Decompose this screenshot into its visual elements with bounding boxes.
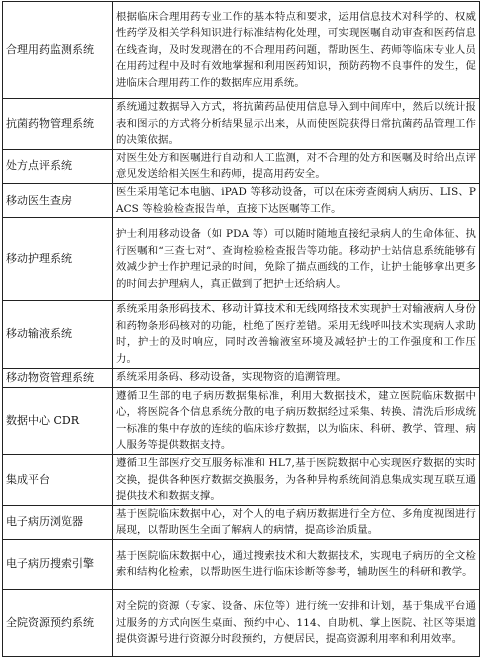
system-description-cell: 系统通过数据导入方式，将抗菌药品使用信息导入到中间库中，然后以统计报表和图示的方式将分析结果显示出来，从而使医院获得日常抗菌药品管理工作的决策依据。 xyxy=(113,99,480,150)
table-row xyxy=(3,149,480,183)
system-description-cell: 基于医院临床数据中心，对个人的电子病历数据进行全方位、多角度视图进行展现，以帮助医生全面了解病人的病情，提高诊治质量。 xyxy=(113,505,480,539)
table-row xyxy=(3,454,480,505)
system-name-cell: 移动物资管理系统 xyxy=(3,368,113,387)
system-description-cell: 对医生处方和医嘱进行自动和人工监测，对不合理的处方和医嘱及时给出点评意见发送给相关医生和药师，提高用药安全。 xyxy=(113,149,480,183)
system-name-cell: 集成平台 xyxy=(3,454,113,505)
table-row xyxy=(3,505,480,539)
system-name-cell: 处方点评系统 xyxy=(3,149,113,183)
table-row xyxy=(3,301,480,368)
table-row xyxy=(3,368,480,387)
systems-table-container xyxy=(2,1,480,657)
system-name-cell: 移动护理系统 xyxy=(3,218,113,301)
system-name-cell: 移动输液系统 xyxy=(3,301,113,368)
system-name-cell: 移动医生查房 xyxy=(3,183,113,217)
table-row xyxy=(3,99,480,150)
system-description-cell: 护士利用移动设备（如 PDA 等）可以随时随地直接纪录病人的生命体征、执行医嘱和“三查七对”、查询检验检查报告等功能。移动护士站信息系统能够有效减少护士作护理记录的时间，免除了描点画线的工作，让护士能够拿出更多的时间去护理病人，真正做到了把护士还给病人。 xyxy=(113,218,480,301)
table-row xyxy=(3,589,480,656)
system-name-cell: 数据中心 CDR xyxy=(3,387,113,454)
table-row xyxy=(3,539,480,589)
system-name-cell: 电子病历浏览器 xyxy=(3,505,113,539)
system-description-cell: 遵循卫生部医疗交互服务标准和 HL7,基于医院数据中心实现医疗数据的实时交换，提供各种医疗数据交换服务，为各种异构系统间消息集成实现互联互通提供技术和数据支撑。 xyxy=(113,454,480,505)
system-name-cell: 电子病历搜索引擎 xyxy=(3,539,113,589)
system-description-cell: 系统采用条形码技术、移动计算技术和无线网络技术实现护士对输液病人身份和药物条形码核对的功能，杜绝了医疗差错。采用无线呼叫技术实现病人求助时，护士的及时响应，同时改善输液室环境及减轻护士的工作强度和工作压力。 xyxy=(113,301,480,368)
system-description-cell: 遵循卫生部的电子病历数据集标准，利用大数据技术，建立医院临床数据中心，将医院各个信息系统分散的电子病历数据经过采集、转换、清洗后形成统一标准的集中存放的连续的临床诊疗数据，以为临床、科研、教学、管理、病人服务等提供数据支持。 xyxy=(113,387,480,454)
table-row xyxy=(3,2,480,99)
table-row xyxy=(3,218,480,301)
systems-table xyxy=(2,1,480,657)
system-description-cell: 基于医院临床数据中心，通过搜索技术和大数据技术，实现电子病历的全文检索和结构化检索，以帮助医生进行临床诊断等参考，辅助医生的科研和教学。 xyxy=(113,539,480,589)
system-description-cell: 医生采用笔记本电脑、iPAD 等移动设备，可以在床旁查阅病人病历、LIS、PACS 等检验检查报告单，直接下达医嘱等工作。 xyxy=(113,183,480,217)
system-name-cell: 合理用药监测系统 xyxy=(3,2,113,99)
table-row xyxy=(3,183,480,217)
system-name-cell: 抗菌药物管理系统 xyxy=(3,99,113,150)
system-description-cell: 对全院的资源（专家、设备、床位等）进行统一安排和计划，基于集成平台通过服务的方式向医生桌面、预约中心、114、自助机、掌上医院、社区等渠道提供资源号进行资源分时段预约，方便居民，提高资源利用率和利用效率。 xyxy=(113,589,480,656)
system-description-cell: 根据临床合理用药专业工作的基本特点和要求，运用信息技术对科学的、权威性药学及相关学科知识进行标准结构化处理，可实现医嘱自动审查和医药信息在线查询，及时发现潜在的不合理用药问题，帮助医生、药师等临床专业人员在用药过程中及时有效地掌握和利用医药知识，预防药物不良事件的发生，促进临床合理用药工作的数据库应用系统。 xyxy=(113,2,480,99)
table-row xyxy=(3,387,480,454)
system-name-cell: 全院资源预约系统 xyxy=(3,589,113,656)
system-description-cell: 系统采用条码、移动设备，实现物资的追溯管理。 xyxy=(113,368,480,387)
